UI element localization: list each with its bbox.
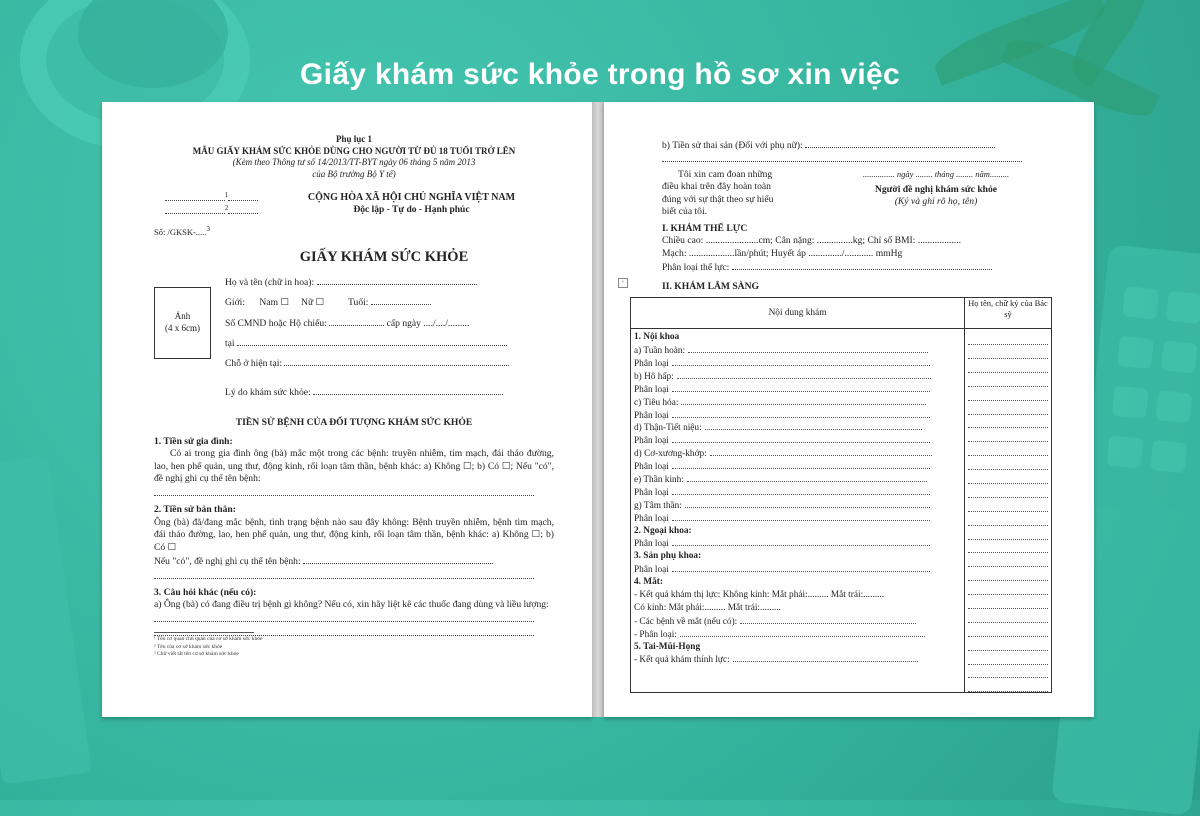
field-label: Lý do khám sức khỏe:: [225, 386, 311, 398]
pulse-line: Mạch: ...................lần/phút; Huyết áp ............../............ mmHg: [662, 247, 903, 259]
personal-history-title: 2. Tiền sử bản thân:: [154, 504, 236, 516]
field-label: Số CMND hoặc Hộ chiếu:: [225, 317, 327, 329]
background-key: [1166, 291, 1200, 324]
banner-title: Giấy khám sức khỏe trong hồ sơ xin việc: [300, 58, 900, 91]
document-title: GIẤY KHÁM SỨC KHỎE: [299, 248, 469, 265]
signature-line: [968, 498, 1048, 512]
dotted-line: [685, 499, 930, 508]
dotted-line: [733, 653, 918, 662]
field-label: Tuổi:: [348, 297, 369, 309]
field-label: Chỗ ở hiện tại:: [225, 358, 283, 370]
exam-row-label: 4. Mắt:: [634, 577, 663, 588]
org-line-1: [154, 191, 269, 204]
exam-row-label: 5. Tai-Mũi-Họng: [634, 641, 701, 652]
exam-row-label: e) Thần kinh:: [634, 474, 684, 485]
pledge-line: Tôi xin cam đoan những: [678, 168, 773, 180]
photo-size: (4 x 6cm): [165, 322, 200, 333]
signature-line: [968, 665, 1048, 679]
footnote-3: ³ Chữ viết tắt tên cơ sở khám sức khỏe: [154, 651, 239, 658]
org-header: [154, 191, 554, 238]
signature-line: [968, 512, 1048, 526]
dotted-line: [672, 512, 931, 521]
photo-label: Ảnh: [174, 310, 191, 321]
table-header-row: [631, 298, 1052, 329]
section-physical-title: I. KHÁM THỂ LỰC: [662, 222, 748, 234]
exam-row: [634, 537, 961, 550]
exam-row: [634, 460, 961, 473]
male-checkbox: Nam ☐: [259, 297, 290, 309]
exam-row: [634, 357, 961, 370]
field-issued-at: [225, 336, 554, 350]
footnote-ref: 1: [224, 190, 229, 199]
background-key: [1117, 336, 1154, 369]
field-gender-age: [225, 295, 554, 309]
appendix-label: Phụ lục 1: [335, 134, 372, 144]
background-key: [1107, 435, 1144, 468]
exam-row: [634, 383, 961, 396]
exam-row-label: 3. Sản phụ khoa:: [634, 551, 702, 562]
exam-row: [634, 421, 961, 434]
footnote-ref: 2: [224, 203, 229, 212]
exam-row: [634, 499, 961, 512]
exam-row: [634, 641, 961, 654]
document-page-left: [102, 102, 592, 717]
country-name: CỘNG HÒA XÃ HỘI CHỦ NGHĨA VIỆT NAM: [307, 191, 516, 203]
exam-row: [634, 615, 961, 628]
background-key: [1150, 440, 1187, 473]
signature-line: [968, 637, 1048, 651]
signature-line: [968, 623, 1048, 637]
field-label: tại: [225, 337, 235, 349]
dotted-line: [672, 460, 931, 469]
signature-line: [968, 387, 1048, 401]
signature-line: [968, 415, 1048, 429]
field-full-name: [225, 275, 554, 289]
doctor-signature-cell: [965, 329, 1052, 693]
signature-line: [968, 651, 1048, 665]
dotted-line: [672, 383, 931, 392]
background-key: [1122, 286, 1159, 319]
dotted-line: [680, 628, 925, 637]
other-questions-title: 3. Câu hỏi khác (nếu có):: [154, 587, 257, 598]
exam-row-label: Phân loại: [634, 436, 669, 447]
exam-row-label: Phân loại: [634, 539, 669, 550]
org-left-block: [154, 191, 269, 238]
column-header-content: Nội dung khám: [631, 298, 965, 329]
org-line-2: [154, 204, 269, 217]
org-right-block: [269, 191, 554, 238]
field-label: Giới:: [225, 297, 245, 309]
history-section-title: TIỀN SỬ BỆNH CỦA ĐỐI TƯỢNG KHÁM SỨC KHỎE: [235, 417, 473, 429]
signature-line: [968, 456, 1048, 470]
field-address: [225, 356, 554, 370]
exam-row: [634, 370, 961, 383]
exam-row: [634, 344, 961, 357]
footnotes: [154, 632, 263, 659]
issued-by-line-2: của Bộ trưởng Bộ Y tế): [312, 169, 396, 180]
exam-row-label: - Kết quả khám thị lực: Không kính: Mắt phải:......... Mắt trái:.........: [634, 589, 885, 600]
exam-row: [634, 602, 961, 615]
dotted-line: [672, 486, 931, 495]
personal-history-text: Ông (bà) đã/đang mắc bệnh, tình trạng bệnh nào sau đây không: Bệnh truyền nhiễm, bệnh tim mạch, đái tháo đường, lao, hen phế quản, ung thư, động kinh, rối loạn tâm thần, bệnh khác: a) Không ☐; b) Có ☐: [154, 516, 554, 553]
field-label: Họ và tên (chữ in hoa):: [225, 276, 315, 288]
exam-row: [634, 434, 961, 447]
dotted-line: [154, 569, 554, 583]
signature-line: [968, 484, 1048, 498]
exam-row: [634, 486, 961, 499]
exam-row: [634, 447, 961, 460]
exam-row-label: g) Tâm thần:: [634, 500, 682, 511]
signature-line: [968, 553, 1048, 567]
personal-fields: [225, 275, 554, 406]
dotted-line: [630, 152, 1060, 166]
dotted-line: [677, 370, 931, 379]
signature-line: [968, 401, 1048, 415]
pledge-line: điều khai trên đây hoàn toàn: [662, 181, 771, 193]
exam-row-label: d) Thận-Tiết niệu:: [634, 423, 702, 434]
exam-row-label: Phân loại: [634, 358, 669, 369]
dotted-line: [710, 447, 932, 456]
document-page-right: [604, 102, 1094, 717]
section-clinical-title: II. KHÁM LÂM SÀNG: [662, 280, 760, 292]
fitness-line: [630, 260, 1060, 274]
column-header-doctor: Họ tên, chữ ký của Bác sỹ: [965, 298, 1052, 329]
female-checkbox: Nữ ☐: [301, 297, 325, 309]
dotted-line: [672, 563, 931, 572]
issued-by-line-1: (Kèm theo Thông tư số 14/2013/TT-BYT ngày 06 tháng 5 năm 2013: [232, 157, 476, 168]
signature-line: [968, 373, 1048, 387]
document-number: [154, 225, 269, 238]
signature-line: [968, 442, 1048, 456]
family-history-title: 1. Tiền sử gia đình:: [154, 435, 233, 447]
background-key: [1112, 386, 1149, 419]
exam-row-label: c) Tiêu hóa:: [634, 397, 679, 408]
exam-row: [634, 331, 961, 344]
signature-line: [968, 540, 1048, 554]
requester-sign-note: (Ký và ghi rõ họ, tên): [894, 196, 978, 208]
pledge-line: biết của tôi.: [662, 206, 708, 218]
dotted-line: [687, 473, 927, 482]
pledge-text: [662, 169, 812, 219]
background-key: [1156, 390, 1193, 423]
family-history-text: Có ai trong gia đình ông (bà) mắc một trong các bệnh: truyền nhiễm, tim mạch, đái tháo đường, lao, hen phế quản, ung thư, động kinh, rối loạn tâm thần, bệnh khác: a) Không ☐; b) Có ☐; Nếu "có", đề nghị ghi cụ thể tên bệnh:: [154, 448, 554, 485]
exam-row-label: - Phân loại:: [634, 629, 677, 640]
exam-row: [634, 396, 961, 409]
signature-line: [968, 470, 1048, 484]
field-label: Phân loại thể lực:: [662, 262, 730, 274]
exam-row-label: Phân loại: [634, 384, 669, 395]
signature-line: [968, 428, 1048, 442]
background-key: [1161, 340, 1198, 373]
dotted-line: [688, 344, 928, 353]
signature-line: [968, 567, 1048, 581]
exam-row-label: b) Hô hấp:: [634, 371, 674, 382]
personal-info-section: [154, 275, 554, 406]
exam-row-label: Có kính: Mắt phải:......... Mắt trái:.........: [634, 602, 781, 613]
requester-block: [812, 169, 1060, 219]
dotted-line: [740, 615, 916, 624]
other-questions-text: a) Ông (bà) có đang điều trị bệnh gì không? Nếu có, xin hãy liệt kê các thuốc đang dùng và liều lượng:: [154, 599, 549, 611]
exam-row-label: 1. Nội khoa: [634, 332, 680, 343]
signature-line: [968, 678, 1048, 692]
height-weight-line: Chiều cao: ......................cm; Cân nặng: ...............kg; Chỉ số BMI: ..................: [662, 235, 961, 247]
exam-row: [634, 473, 961, 486]
exam-content-cell: [631, 329, 965, 693]
exam-row: [634, 589, 961, 602]
pregnancy-history: [630, 138, 1060, 152]
signature-line: [968, 595, 1048, 609]
dotted-line: [672, 357, 931, 366]
date-line: ............... ngày ........ tháng ........ năm.........: [862, 168, 1010, 179]
dotted-line: [672, 409, 931, 418]
signature-line: [968, 331, 1048, 345]
exam-row-label: a) Tuần hoàn:: [634, 346, 686, 357]
pledge-block: [630, 169, 1060, 219]
dotted-line: [672, 537, 931, 546]
table-anchor-icon: +: [618, 278, 628, 288]
form-name: MẪU GIẤY KHÁM SỨC KHỎE DÙNG CHO NGƯỜI TỪ ĐỦ 18 TUỔI TRỞ LÊN: [192, 145, 516, 156]
exam-row-label: 2. Ngoại khoa:: [634, 525, 692, 536]
dotted-line: [154, 486, 554, 500]
exam-row: [634, 576, 961, 589]
exam-row-label: - Các bệnh về mắt (nếu có):: [634, 616, 738, 627]
exam-row: [634, 563, 961, 576]
exam-row-label: - Kết quả khám thính lực:: [634, 655, 730, 666]
exam-row-label: Phân loại: [634, 462, 669, 473]
field-label: b) Tiền sử thai sản (Đối với phụ nữ):: [662, 140, 803, 151]
requester-label: Người đề nghị khám sức khỏe: [874, 183, 998, 195]
signature-line: [968, 581, 1048, 595]
field-label: Nếu "có", đề nghị ghi cụ thể tên bệnh:: [154, 556, 301, 568]
photo-placeholder: [154, 287, 211, 359]
footnote-1: ¹ Tên cơ quan chủ quản của cơ sở khám sức khỏe: [154, 635, 263, 642]
pledge-line: đúng với sự thật theo sự hiểu: [662, 193, 774, 205]
personal-history-more: [154, 554, 554, 568]
exam-row: [634, 550, 961, 563]
national-motto: Độc lập - Tự do - Hạnh phúc: [353, 204, 470, 215]
footnote-2: ² Tên của cơ sở khám sức khỏe: [154, 643, 223, 650]
dotted-line: [681, 396, 926, 405]
signature-line: [968, 609, 1048, 623]
field-reason: [225, 385, 554, 399]
signature-line: [968, 526, 1048, 540]
background-notebook: [0, 455, 92, 784]
exam-row-label: Phân loại: [634, 487, 669, 498]
book-gutter: [592, 102, 604, 717]
table-body-row: [631, 329, 1052, 693]
exam-row: [634, 409, 961, 422]
exam-row: [634, 525, 961, 538]
exam-row: [634, 628, 961, 641]
document-number-text: Số: /GKSK-.....: [154, 226, 207, 237]
field-issued-date: cấp ngày ..../..../.........: [386, 317, 470, 329]
footnote-ref: 3: [206, 224, 210, 233]
exam-row: [634, 512, 961, 525]
exam-row-label: d) Cơ-xương-khớp:: [634, 449, 707, 460]
signature-line: [968, 359, 1048, 373]
exam-row-label: Phân loại: [634, 410, 669, 421]
field-id-number: [225, 316, 554, 330]
exam-row: [634, 653, 961, 666]
dotted-line: [672, 434, 931, 443]
signature-line: [968, 345, 1048, 359]
exam-row-label: Phân loại: [634, 513, 669, 524]
dotted-line: [154, 612, 554, 626]
clinical-exam-table: [630, 297, 1052, 693]
dotted-line: [705, 421, 922, 430]
exam-row-label: Phân loại: [634, 565, 669, 576]
